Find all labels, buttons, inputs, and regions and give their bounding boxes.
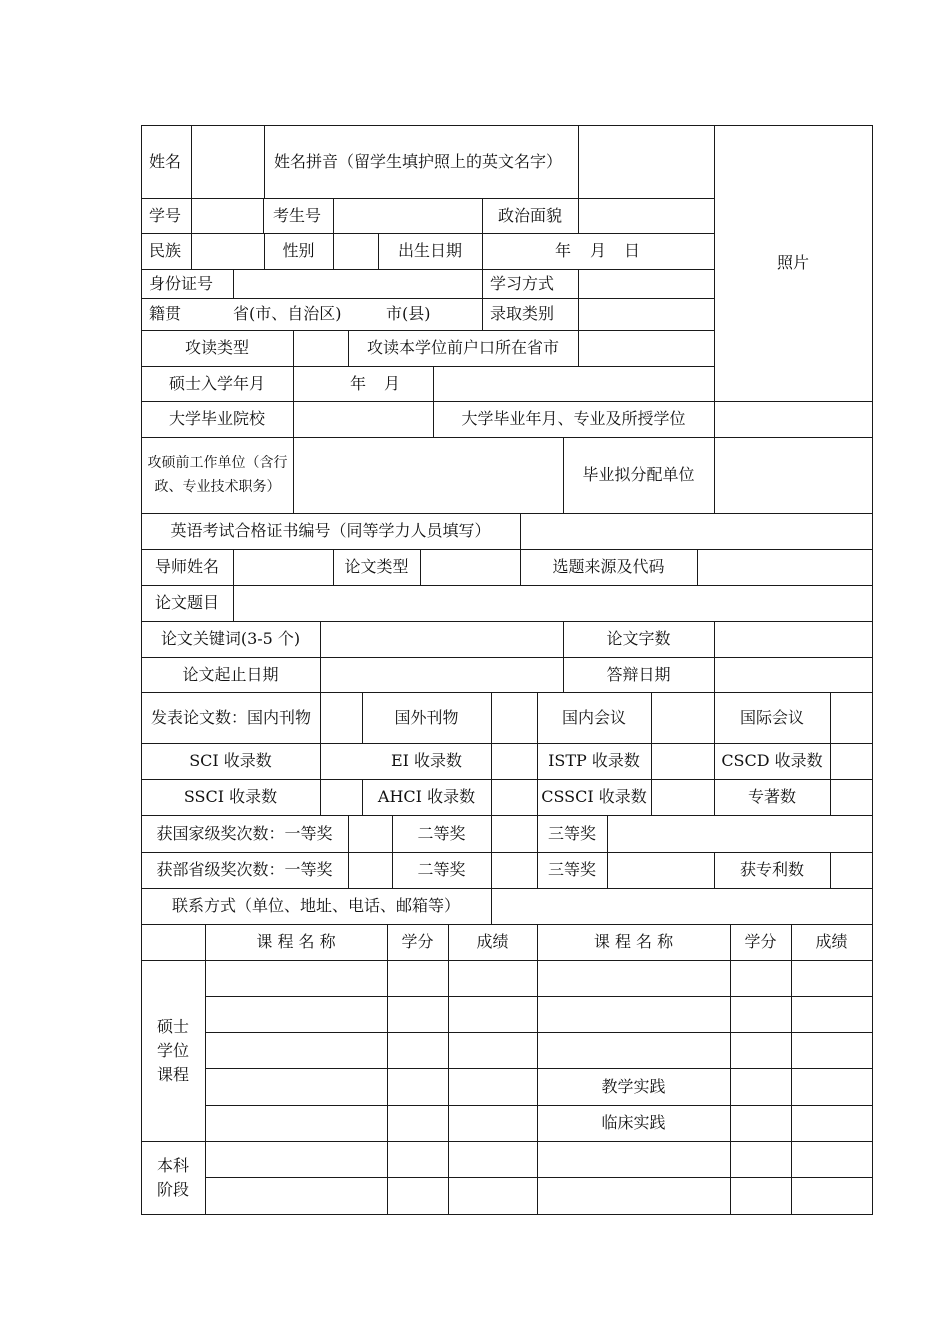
grid-line-vertical xyxy=(491,692,492,816)
grid-line-vertical xyxy=(205,924,206,1215)
grid-line-vertical xyxy=(578,125,579,234)
grid-line-vertical xyxy=(293,330,294,367)
national-third-label: 三等奖 xyxy=(547,823,596,843)
credit-header-2: 学分 xyxy=(744,932,777,951)
grid-line-vertical xyxy=(791,924,792,1215)
english-cert-label: 英语考试合格证书编号（同等学力人员填写） xyxy=(170,521,491,540)
birth-day: 日 xyxy=(624,241,641,260)
course-name-header-2: 课 程 名 称 xyxy=(593,932,674,951)
grid-line-vertical xyxy=(491,815,492,889)
province-text: 省(市、自治区) xyxy=(233,304,342,323)
grid-line-vertical xyxy=(293,366,294,402)
grid-line-vertical xyxy=(651,692,652,816)
birth-year: 年 xyxy=(555,241,572,260)
provincial-second-label: 二等奖 xyxy=(417,860,466,879)
photo-label: 照片 xyxy=(776,253,809,272)
advisor-label: 导师姓名 xyxy=(154,557,219,576)
birth-label: 出生日期 xyxy=(397,241,462,260)
grid-line-vertical xyxy=(293,401,294,438)
score-header-2: 成绩 xyxy=(815,932,848,951)
provincial-third-label: 三等奖 xyxy=(547,860,596,879)
grid-line-vertical xyxy=(730,924,731,1215)
grid-line-vertical xyxy=(320,621,321,693)
grid-line-vertical xyxy=(333,198,334,234)
grid-line-vertical xyxy=(714,437,715,514)
work-unit-label: 攻硕前工作单位（含行政、专业技术职务） xyxy=(147,455,288,495)
grid-line-vertical xyxy=(263,198,264,234)
grid-line-vertical xyxy=(348,815,349,889)
domestic-conf-label: 国内会议 xyxy=(561,707,626,727)
grid-line-vertical xyxy=(191,125,192,234)
master-courses-label: 硕士学位课程 xyxy=(157,1016,190,1084)
grid-line-horizontal xyxy=(141,549,873,550)
grid-line-vertical xyxy=(714,621,715,693)
study-type-label: 攻读类型 xyxy=(184,338,249,357)
grid-line-vertical xyxy=(578,269,579,331)
ei-label: EI 收录数 xyxy=(390,751,463,770)
ssci-label: SSCI 收录数 xyxy=(183,787,278,806)
grid-line-horizontal xyxy=(205,1032,873,1033)
ahci-label: AHCI 收录数 xyxy=(377,787,476,806)
grid-line-vertical xyxy=(714,401,715,438)
clinical-practice-label: 临床实践 xyxy=(601,1113,666,1132)
score-header-1: 成绩 xyxy=(476,932,509,951)
native-label: 籍贯 xyxy=(149,304,182,323)
assignment-label: 毕业拟分配单位 xyxy=(582,465,695,484)
grid-line-vertical xyxy=(293,437,294,514)
teaching-practice-label: 教学实践 xyxy=(601,1076,666,1096)
grid-line-horizontal xyxy=(141,1141,873,1142)
grid-line-horizontal xyxy=(141,585,873,586)
grid-line-vertical xyxy=(872,125,873,1215)
cscd-label: CSCD 收录数 xyxy=(721,751,823,770)
contact-label: 联系方式（单位、地址、电话、邮箱等） xyxy=(171,896,460,915)
grid-line-vertical xyxy=(333,233,334,270)
ethnic-label: 民族 xyxy=(149,241,182,260)
hukou-label: 攻读本学位前户口所在省市 xyxy=(366,338,559,357)
grid-line-vertical xyxy=(830,692,831,816)
grid-line-vertical xyxy=(320,692,321,816)
grid-line-vertical xyxy=(191,233,192,270)
thesis-title-label: 论文题目 xyxy=(154,593,219,612)
national-award-label: 获国家级奖次数：一等奖 xyxy=(156,823,333,843)
monograph-label: 专著数 xyxy=(747,787,796,806)
grid-line-horizontal xyxy=(205,996,873,997)
provincial-award-label: 获部省级奖次数：一等奖 xyxy=(156,860,333,879)
topic-source-label: 选题来源及代码 xyxy=(552,557,665,576)
grid-line-vertical xyxy=(264,125,265,199)
istp-label: ISTP 收录数 xyxy=(548,751,640,770)
course-name-header-1: 课 程 名 称 xyxy=(256,932,336,951)
grid-line-vertical xyxy=(233,549,234,586)
keywords-label: 论文关键词(3-5 个) xyxy=(160,629,301,648)
grid-line-vertical xyxy=(233,585,234,622)
grid-line-vertical xyxy=(830,852,831,889)
defense-label: 答辩日期 xyxy=(606,664,671,684)
entry-month: 月 xyxy=(384,373,401,393)
grid-line-horizontal xyxy=(205,1177,873,1178)
birth-month: 月 xyxy=(590,241,607,260)
period-label: 论文起止日期 xyxy=(182,664,279,684)
grid-line-vertical xyxy=(448,924,449,1215)
sci-label: SCI 收录数 xyxy=(189,751,272,770)
exam-no-label: 考生号 xyxy=(273,205,322,225)
name-label: 姓名 xyxy=(149,151,182,171)
master-entry-label: 硕士入学年月 xyxy=(168,373,265,393)
political-label: 政治面貌 xyxy=(497,205,562,225)
study-mode-label: 学习方式 xyxy=(490,273,555,293)
gender-label: 性别 xyxy=(282,241,315,260)
grad-info-label: 大学毕业年月、专业及所授学位 xyxy=(461,409,686,428)
papers-label: 发表论文数：国内刊物 xyxy=(150,707,311,727)
grid-line-horizontal xyxy=(141,1214,873,1215)
admission-label: 录取类别 xyxy=(490,304,555,323)
cssci-label: CSSCI 收录数 xyxy=(541,787,647,806)
id-card-label: 身份证号 xyxy=(149,273,214,293)
grid-line-vertical xyxy=(420,549,421,586)
entry-year: 年 xyxy=(350,373,367,393)
credit-header-1: 学分 xyxy=(401,932,434,951)
grid-line-vertical xyxy=(482,269,483,331)
grid-line-vertical xyxy=(491,888,492,925)
grid-line-vertical xyxy=(433,366,434,402)
student-id-label: 学号 xyxy=(149,205,182,225)
national-second-label: 二等奖 xyxy=(417,823,466,843)
grid-line-vertical xyxy=(482,233,483,270)
patent-label: 获专利数 xyxy=(739,860,804,879)
undergrad-label: 本科阶段 xyxy=(157,1155,190,1199)
foreign-journal-label: 国外刊物 xyxy=(394,707,459,727)
grid-line-vertical xyxy=(520,513,521,550)
city-text: 市(县) xyxy=(386,304,431,323)
university-label: 大学毕业院校 xyxy=(168,409,265,428)
word-count-label: 论文字数 xyxy=(606,629,671,648)
intl-conf-label: 国际会议 xyxy=(739,707,804,727)
grid-line-horizontal xyxy=(141,960,873,961)
grid-line-horizontal xyxy=(141,198,715,199)
grid-line-vertical xyxy=(387,924,388,1215)
grid-line-vertical xyxy=(233,269,234,299)
thesis-type-label: 论文类型 xyxy=(344,557,409,576)
grid-line-vertical xyxy=(697,549,698,586)
grid-line-vertical xyxy=(578,330,579,367)
pinyin-label: 姓名拼音（留学生填护照上的英文名字） xyxy=(274,151,563,171)
grid-line-vertical xyxy=(607,815,608,889)
